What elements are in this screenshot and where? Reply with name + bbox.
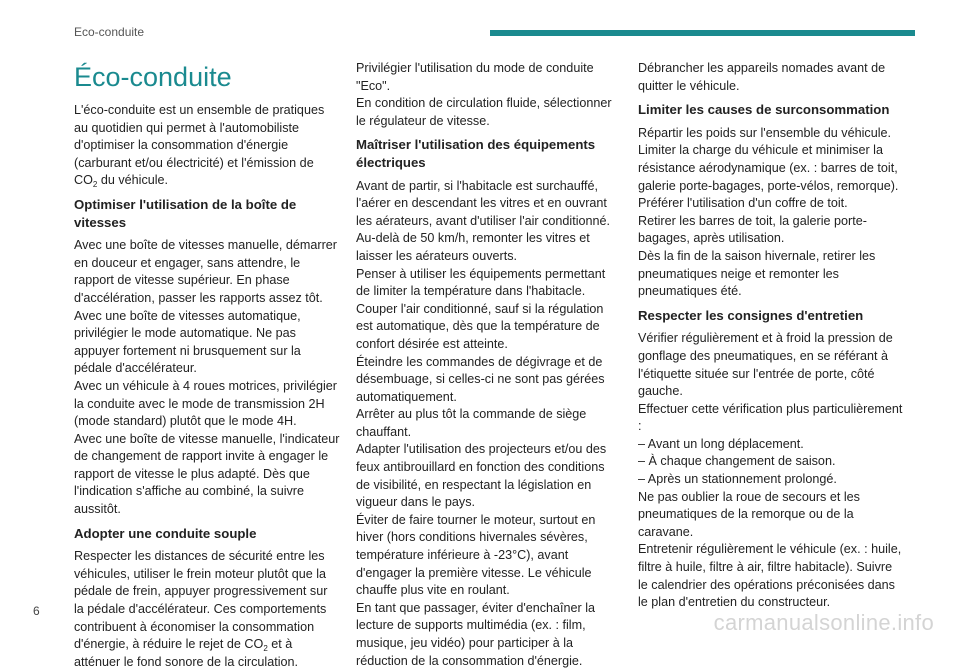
smooth-driving-paragraph: Respecter les distances de sécurité entre les véhicules, utiliser le frein moteur plutôt que la pédale de frein, appuyer progressivement sur la pédale d'accélérateur. Ces comportements contribuent à économiser la consommation d'énergie, à réduire le rejet de $CO_2$ et à atténuer le fond sonore de la circulation.	[74, 549, 328, 669]
column-1	[74, 60, 340, 671]
column-3	[638, 60, 904, 612]
electrical-paragraph: Couper l'air conditionné, sauf si la régulation est automatique, dès que la température de confort désirée est atteinte.	[356, 301, 604, 351]
electrical-paragraph: Avant de partir, si l'habitacle est surchauffé, l'aérer en descendant les vitres et en ouvrant les aérateurs, avant d'utiliser l'air conditionné.	[356, 178, 611, 228]
gearbox-paragraph: Avec une boîte de vitesse manuelle, l'indicateur de changement de rapport invite à engager le rapport de vitesse le plus adapté. Dès que l'indication s'affiche au combiné, la suivre aussitôt.	[74, 431, 340, 517]
maintenance-paragraph: Ne pas oublier la roue de secours et les pneumatiques de la remorque ou de la caravane.	[638, 489, 860, 539]
maintenance-paragraph: Vérifier régulièrement et à froid la pression de gonflage des pneumatiques, en se référant à l'étiquette située sur l'entrée de porte, côté gauche.	[638, 331, 893, 399]
overconsumption-paragraph: Limiter la charge du véhicule et minimiser la résistance aérodynamique (ex. : barres de toit, galerie porte-bagages, porte-vélos, remorque).	[638, 143, 899, 193]
maintenance-list-item: – Après un stationnement prolongé.	[638, 472, 837, 487]
maintenance-paragraph: Entretenir régulièrement le véhicule (ex. : huile, filtre à huile, filtre à air, filtre habitacle). Suivre le calendrier des opérations préconisées dans le plan d'entretien du constructeur.	[638, 542, 902, 610]
gearbox-paragraph: Avec une boîte de vitesses manuelle, démarrer en douceur et engager, sans attendre, le rapport de vitesse supérieur. En phase d'accélération, passer les rapports assez tôt.	[74, 238, 337, 305]
overconsumption-heading: Limiter les causes de surconsommation	[638, 102, 890, 118]
maintenance-list-item: – Avant un long déplacement.	[638, 436, 804, 451]
gearbox-paragraph: Avec un véhicule à 4 roues motrices, privilégier la conduite avec le mode de transmission 2H (mode standard) plutôt que le mode 4H.	[74, 378, 337, 429]
eco-mode-paragraph: Privilégier l'utilisation du mode de conduite "Eco".	[356, 61, 594, 93]
overconsumption-paragraph: Retirer les barres de toit, la galerie porte-bagages, après utilisation.	[638, 213, 867, 246]
overconsumption-paragraph: Préférer l'utilisation d'un coffre de toit.	[638, 196, 848, 211]
gearbox-paragraph: Avec une boîte de vitesses automatique, privilégier le mode automatique. Ne pas appuyer fortement ni brusquement sur la pédale d'accélérateur.	[74, 308, 301, 376]
smooth-driving-heading: Adopter une conduite souple	[74, 525, 257, 541]
electrical-paragraph: Éteindre les commandes de dégivrage et de désembuage, si celles-ci ne sont pas gérées automatiquement.	[356, 354, 605, 404]
header-accent-bar	[490, 30, 915, 36]
electrical-paragraph: Arrêter au plus tôt la commande de siège chauffant.	[356, 407, 587, 439]
header-section-label: Eco-conduite	[74, 25, 145, 39]
overconsumption-paragraph: Dès la fin de la saison hivernale, retirer les pneumatiques neige et remonter les pneumatiques été.	[638, 248, 876, 299]
maintenance-list-item: – À chaque changement de saison.	[638, 454, 836, 469]
watermark: carmanualsonline.info	[713, 610, 934, 635]
page-title: Éco-conduite	[74, 62, 232, 92]
electrical-paragraph: Adapter l'utilisation des projecteurs et/ou des feux antibrouillard en fonction des conditions de visibilité, en respectant la législation en vigueur dans le pays.	[356, 442, 607, 510]
electrical-paragraph: Éviter de faire tourner le moteur, surtout en hiver (hors conditions hivernales sévères, température inférieure à -23°C), avant d'engager la première vitesse. Le véhicule chauffe plus vite en roulant.	[356, 512, 596, 598]
maintenance-paragraph: Effectuer cette vérification plus particulièrement :	[638, 401, 903, 434]
electrical-paragraph: En tant que passager, éviter d'enchaîner la lecture de supports multimédia (ex. : film, musique, jeu vidéo) pour participer à la réduction de la consommation d'énergie.	[356, 600, 596, 668]
electrical-paragraph: Au-delà de 50 km/h, remonter les vitres et laisser les aérateurs ouverts.	[356, 231, 590, 263]
overconsumption-paragraph: Répartir les poids sur l'ensemble du véhicule.	[638, 125, 892, 140]
eco-mode-paragraph: En condition de circulation fluide, sélectionner le régulateur de vitesse.	[356, 96, 612, 128]
gearbox-heading: Optimiser l'utilisation de la boîte de vitesses	[74, 196, 297, 230]
electrical-paragraph: Penser à utiliser les équipements permettant de limiter la température dans l'habitacle.	[356, 266, 606, 299]
electrical-paragraph: Débrancher les appareils nomades avant de quitter le véhicule.	[638, 61, 886, 93]
intro-paragraph: L'éco-conduite est un ensemble de pratiques au quotidien qui permet à l'automobiliste d'optimiser la consommation d'énergie (carburant et/ou électricité) et l'émission de $CO_2$ du véhicule.	[74, 103, 325, 190]
electrical-heading: Maîtriser l'utilisation des équipements électriques	[356, 137, 596, 170]
page-number: 6	[33, 604, 40, 618]
column-2	[356, 60, 622, 670]
maintenance-heading: Respecter les consignes d'entretien	[638, 307, 864, 323]
